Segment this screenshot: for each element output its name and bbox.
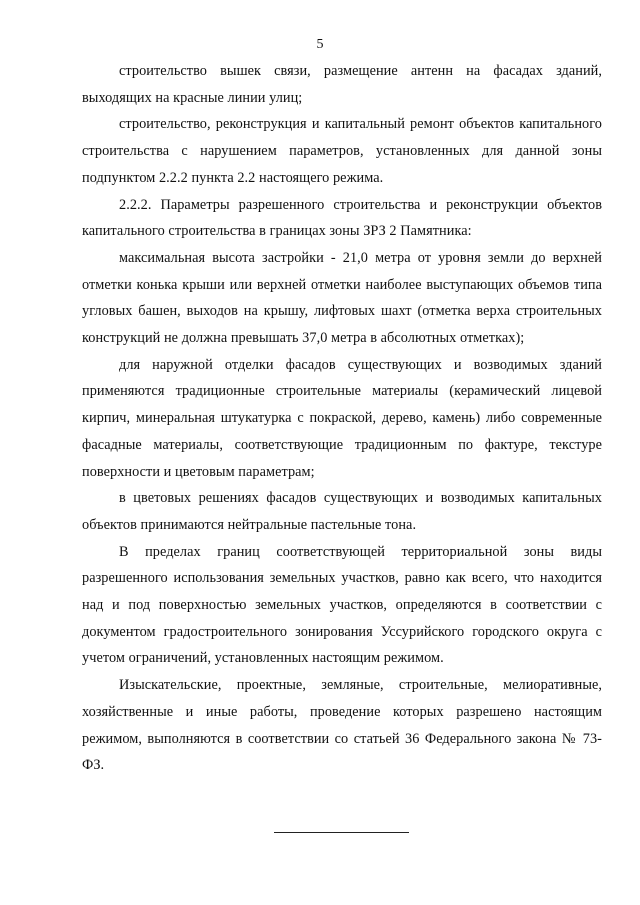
paragraph: В пределах границ соответствующей территориальной зоны виды разрешенного использования земельных участков, равно как всего, что находится над и под поверхностью земельных участков, определяются в соответствии с документом градостроительного зонирования Уссурийского городского округа с учетом ограничений, установленных настоящим режимом. [82,543,602,667]
paragraph: для наружной отделки фасадов существующих и возводимых зданий применяются традиционные строительные материалы (керамический лицевой кирпич, минеральная штукатурка с покраской, дерево, камень) либо современные фасадные материалы, соответствующие традиционным по фактуре, текстуре поверхности и цветовым параметрам; [82,356,602,480]
paragraph: строительство, реконструкция и капитальный ремонт объектов капитального строительства с нарушением параметров, установленных для данной зоны подпунктом 2.2.2 пункта 2.2 настоящего режима. [82,116,602,186]
separator-line [274,832,409,833]
paragraph: строительство вышек связи, размещение антенн на фасадах зданий, выходящих на красные линии улиц; [82,63,602,106]
paragraph: 2.2.2. Параметры разрешенного строительства и реконструкции объектов капитального строительства в границах зоны ЗРЗ 2 Памятника: [82,196,602,240]
paragraph: Изыскательские, проектные, земляные, строительные, мелиоративные, хозяйственные и иные работы, проведение которых разрешено настоящим режимом, выполняются в соответствии со статьей 36 Федерального закона № 73-ФЗ. [82,677,602,774]
document-body [82,58,602,779]
paragraph: в цветовых решениях фасадов существующих и возводимых капитальных объектов принимаются нейтральные пастельные тона. [82,490,602,533]
page-number: 5 [316,37,324,52]
paragraph: максимальная высота застройки - 21,0 метра от уровня земли до верхней отметки конька крыши или верхней отметки наиболее выступающих объемов типа угловых башен, выходов на крышу, лифтовых шахт (отметка верха строительных конструкций не должна превышать 37,0 метра в абсолютных отметках); [82,249,602,347]
